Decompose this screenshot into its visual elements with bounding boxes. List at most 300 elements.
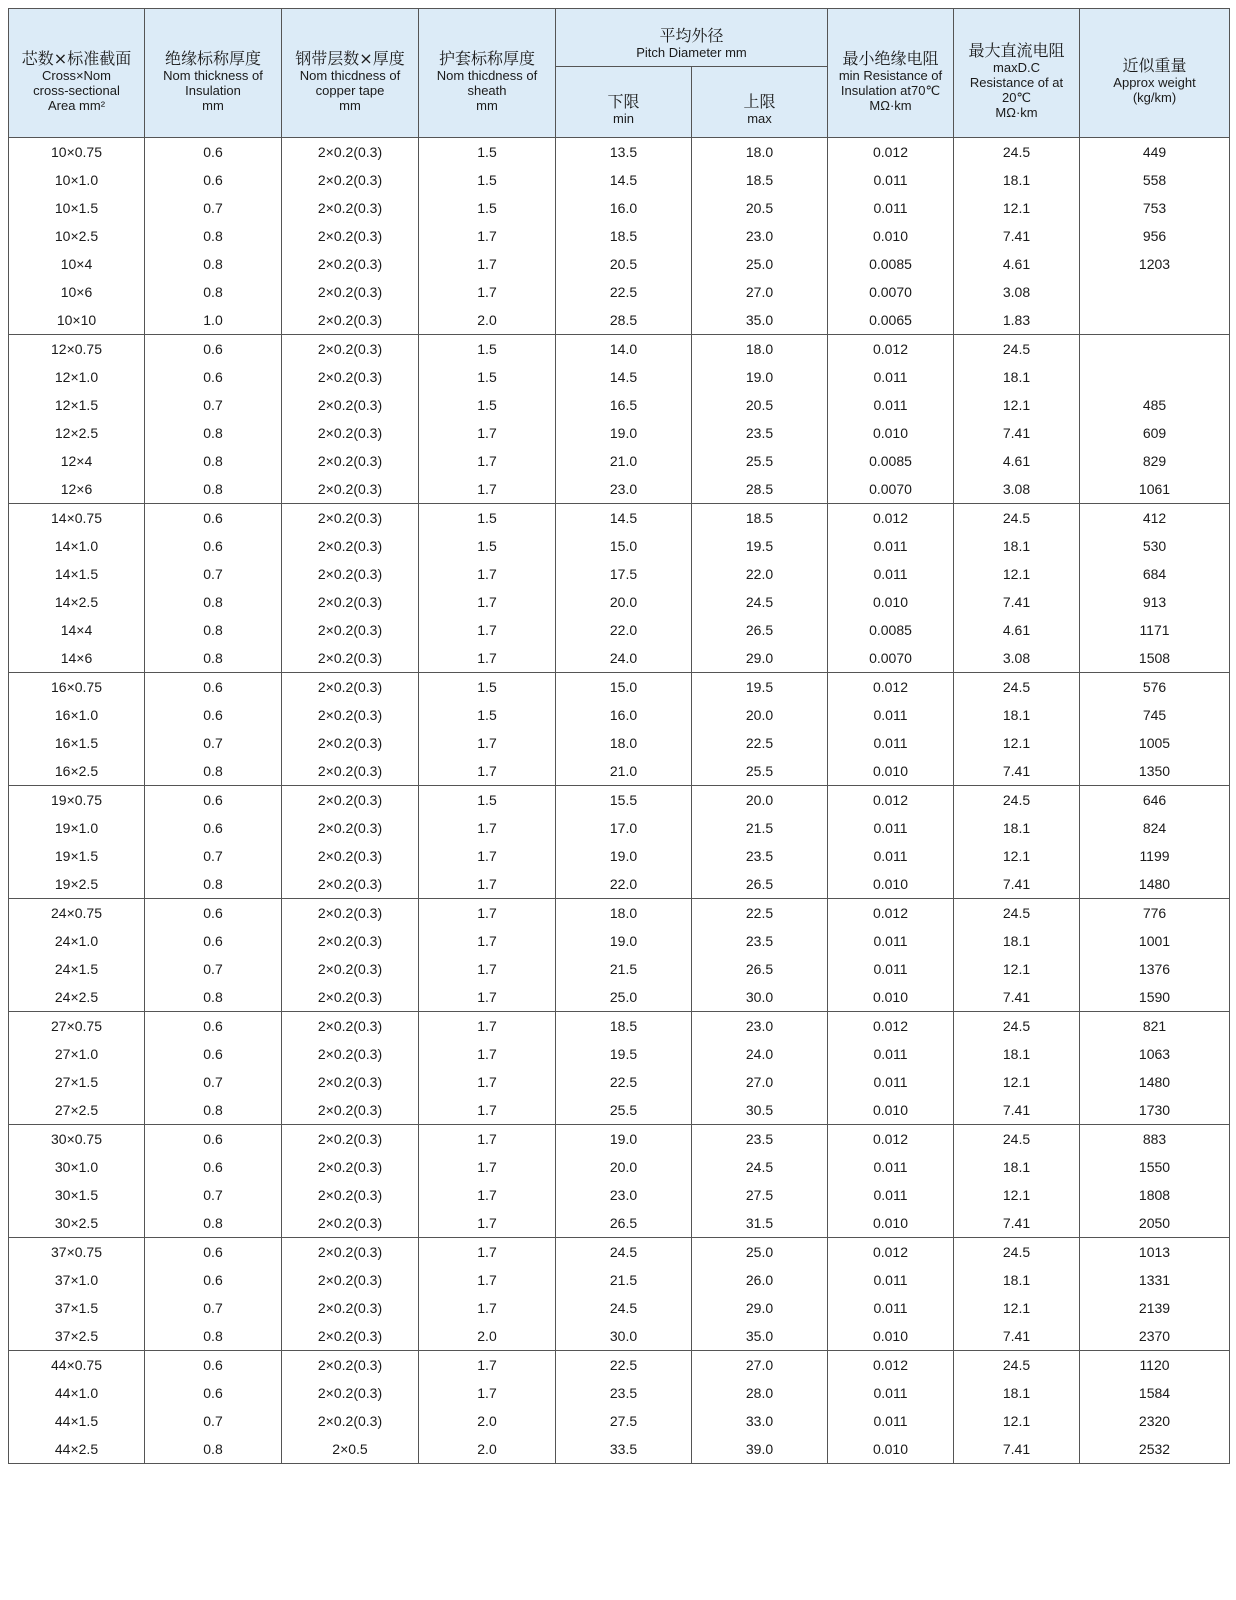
cell-insulation: 0.8 xyxy=(145,419,282,447)
cell-insulation-resistance: 0.011 xyxy=(828,1068,954,1096)
cell-tape: 2×0.2(0.3) xyxy=(282,1351,419,1380)
cell-sheath: 1.5 xyxy=(419,673,556,702)
cell-sheath: 1.7 xyxy=(419,927,556,955)
cell-cores-area: 14×1.0 xyxy=(9,532,145,560)
cell-weight: 684 xyxy=(1080,560,1230,588)
cell-insulation: 0.6 xyxy=(145,504,282,533)
cell-insulation: 0.6 xyxy=(145,701,282,729)
cell-insulation: 0.6 xyxy=(145,814,282,842)
table-row xyxy=(9,447,1230,475)
cell-dc-resistance: 12.1 xyxy=(954,955,1080,983)
cell-weight xyxy=(1080,306,1230,335)
cell-dc-resistance: 24.5 xyxy=(954,899,1080,928)
header-diameter-max: 上限 max xyxy=(692,67,828,138)
cell-insulation: 0.6 xyxy=(145,532,282,560)
cell-sheath: 1.7 xyxy=(419,1238,556,1267)
cell-diameter-min: 20.0 xyxy=(556,588,692,616)
cell-insulation: 0.8 xyxy=(145,475,282,504)
cell-cores-area: 16×1.5 xyxy=(9,729,145,757)
cell-insulation-resistance: 0.010 xyxy=(828,588,954,616)
table-row xyxy=(9,1435,1230,1464)
cell-weight: 646 xyxy=(1080,786,1230,815)
cell-cores-area: 30×1.0 xyxy=(9,1153,145,1181)
cell-tape: 2×0.2(0.3) xyxy=(282,588,419,616)
cell-tape: 2×0.2(0.3) xyxy=(282,194,419,222)
cell-cores-area: 37×1.5 xyxy=(9,1294,145,1322)
cell-diameter-max: 26.0 xyxy=(692,1266,828,1294)
cell-cores-area: 10×1.0 xyxy=(9,166,145,194)
table-row xyxy=(9,701,1230,729)
table-row xyxy=(9,757,1230,786)
cell-diameter-min: 16.0 xyxy=(556,701,692,729)
cell-insulation: 0.6 xyxy=(145,1351,282,1380)
cell-dc-resistance: 24.5 xyxy=(954,1238,1080,1267)
cell-cores-area: 14×1.5 xyxy=(9,560,145,588)
cell-tape: 2×0.2(0.3) xyxy=(282,870,419,899)
cell-dc-resistance: 4.61 xyxy=(954,250,1080,278)
cell-insulation-resistance: 0.012 xyxy=(828,899,954,928)
cell-diameter-min: 21.0 xyxy=(556,447,692,475)
cell-insulation: 0.7 xyxy=(145,1068,282,1096)
cell-weight: 745 xyxy=(1080,701,1230,729)
cell-insulation: 0.6 xyxy=(145,927,282,955)
cell-insulation-resistance: 0.012 xyxy=(828,1351,954,1380)
cell-insulation-resistance: 0.011 xyxy=(828,1407,954,1435)
cell-dc-resistance: 24.5 xyxy=(954,1125,1080,1154)
cell-diameter-max: 27.5 xyxy=(692,1181,828,1209)
cell-cores-area: 12×1.5 xyxy=(9,391,145,419)
cell-dc-resistance: 12.1 xyxy=(954,1181,1080,1209)
cell-insulation: 0.8 xyxy=(145,983,282,1012)
cell-cores-area: 44×1.0 xyxy=(9,1379,145,1407)
cell-weight: 1584 xyxy=(1080,1379,1230,1407)
cell-diameter-max: 24.0 xyxy=(692,1040,828,1068)
cell-insulation-resistance: 0.011 xyxy=(828,842,954,870)
cell-diameter-min: 25.5 xyxy=(556,1096,692,1125)
cell-sheath: 1.7 xyxy=(419,814,556,842)
cell-insulation: 0.7 xyxy=(145,1407,282,1435)
cell-sheath: 1.7 xyxy=(419,729,556,757)
cell-weight: 1730 xyxy=(1080,1096,1230,1125)
cell-tape: 2×0.2(0.3) xyxy=(282,757,419,786)
table-row xyxy=(9,955,1230,983)
cell-weight: 1376 xyxy=(1080,955,1230,983)
cell-diameter-max: 20.0 xyxy=(692,786,828,815)
cell-diameter-max: 29.0 xyxy=(692,644,828,673)
cell-cores-area: 27×0.75 xyxy=(9,1012,145,1041)
cell-weight: 449 xyxy=(1080,138,1230,167)
cell-sheath: 1.7 xyxy=(419,1153,556,1181)
cell-dc-resistance: 24.5 xyxy=(954,138,1080,167)
cell-insulation-resistance: 0.0085 xyxy=(828,447,954,475)
cell-insulation: 0.7 xyxy=(145,842,282,870)
cell-cores-area: 16×1.0 xyxy=(9,701,145,729)
cell-diameter-max: 22.5 xyxy=(692,729,828,757)
cell-cores-area: 12×0.75 xyxy=(9,335,145,364)
cell-dc-resistance: 18.1 xyxy=(954,1153,1080,1181)
cell-diameter-min: 15.5 xyxy=(556,786,692,815)
cell-weight: 1199 xyxy=(1080,842,1230,870)
cell-tape: 2×0.2(0.3) xyxy=(282,1012,419,1041)
cell-cores-area: 10×2.5 xyxy=(9,222,145,250)
cell-diameter-min: 19.0 xyxy=(556,1125,692,1154)
table-row xyxy=(9,306,1230,335)
cell-insulation-resistance: 0.010 xyxy=(828,1322,954,1351)
cell-diameter-min: 20.0 xyxy=(556,1153,692,1181)
cell-diameter-min: 30.0 xyxy=(556,1322,692,1351)
cell-insulation: 0.6 xyxy=(145,673,282,702)
cell-diameter-max: 22.5 xyxy=(692,899,828,928)
cell-insulation: 1.0 xyxy=(145,306,282,335)
cell-insulation-resistance: 0.0070 xyxy=(828,475,954,504)
cell-sheath: 1.7 xyxy=(419,1096,556,1125)
cell-weight: 1171 xyxy=(1080,616,1230,644)
cell-tape: 2×0.2(0.3) xyxy=(282,335,419,364)
cell-diameter-max: 20.5 xyxy=(692,391,828,419)
cell-sheath: 1.5 xyxy=(419,335,556,364)
cell-weight: 956 xyxy=(1080,222,1230,250)
cell-tape: 2×0.2(0.3) xyxy=(282,616,419,644)
table-row xyxy=(9,1407,1230,1435)
cell-tape: 2×0.5 xyxy=(282,1435,419,1464)
cell-insulation-resistance: 0.010 xyxy=(828,222,954,250)
cell-dc-resistance: 24.5 xyxy=(954,786,1080,815)
cell-sheath: 1.7 xyxy=(419,842,556,870)
cell-dc-resistance: 4.61 xyxy=(954,616,1080,644)
cell-insulation: 0.8 xyxy=(145,222,282,250)
cell-sheath: 2.0 xyxy=(419,1435,556,1464)
table-row xyxy=(9,1322,1230,1351)
cell-insulation: 0.6 xyxy=(145,363,282,391)
cell-diameter-max: 30.0 xyxy=(692,983,828,1012)
cell-cores-area: 37×1.0 xyxy=(9,1266,145,1294)
cell-tape: 2×0.2(0.3) xyxy=(282,729,419,757)
table-row xyxy=(9,363,1230,391)
cell-tape: 2×0.2(0.3) xyxy=(282,1322,419,1351)
cell-tape: 2×0.2(0.3) xyxy=(282,1181,419,1209)
header-insulation-thickness: 绝缘标称厚度 Nom thickness of Insulation mm xyxy=(145,9,282,138)
cell-diameter-min: 19.0 xyxy=(556,842,692,870)
cell-sheath: 1.7 xyxy=(419,616,556,644)
cell-dc-resistance: 12.1 xyxy=(954,194,1080,222)
cell-diameter-max: 20.5 xyxy=(692,194,828,222)
cell-cores-area: 30×0.75 xyxy=(9,1125,145,1154)
cell-weight: 2370 xyxy=(1080,1322,1230,1351)
cell-insulation-resistance: 0.011 xyxy=(828,927,954,955)
cell-insulation-resistance: 0.012 xyxy=(828,138,954,167)
cell-dc-resistance: 24.5 xyxy=(954,335,1080,364)
cell-dc-resistance: 7.41 xyxy=(954,222,1080,250)
cell-tape: 2×0.2(0.3) xyxy=(282,1040,419,1068)
cell-insulation-resistance: 0.010 xyxy=(828,870,954,899)
table-row xyxy=(9,1379,1230,1407)
cell-tape: 2×0.2(0.3) xyxy=(282,222,419,250)
cell-sheath: 1.7 xyxy=(419,899,556,928)
cell-weight xyxy=(1080,278,1230,306)
cell-cores-area: 12×2.5 xyxy=(9,419,145,447)
cell-tape: 2×0.2(0.3) xyxy=(282,644,419,673)
cell-cores-area: 27×2.5 xyxy=(9,1096,145,1125)
header-tape-layers: 钢带层数×厚度 Nom thicdness of copper tape mm xyxy=(282,9,419,138)
cell-insulation: 0.6 xyxy=(145,166,282,194)
cell-diameter-min: 20.5 xyxy=(556,250,692,278)
cell-weight: 1331 xyxy=(1080,1266,1230,1294)
cell-sheath: 1.7 xyxy=(419,644,556,673)
cell-tape: 2×0.2(0.3) xyxy=(282,278,419,306)
table-row xyxy=(9,1181,1230,1209)
cell-insulation: 0.7 xyxy=(145,1181,282,1209)
cell-insulation: 0.8 xyxy=(145,1322,282,1351)
cell-insulation: 0.8 xyxy=(145,588,282,616)
cell-weight xyxy=(1080,363,1230,391)
cell-diameter-max: 23.5 xyxy=(692,1125,828,1154)
cell-weight: 576 xyxy=(1080,673,1230,702)
cell-insulation-resistance: 0.012 xyxy=(828,335,954,364)
cell-insulation-resistance: 0.011 xyxy=(828,1181,954,1209)
cell-dc-resistance: 18.1 xyxy=(954,1266,1080,1294)
cell-cores-area: 16×2.5 xyxy=(9,757,145,786)
cell-diameter-max: 26.5 xyxy=(692,955,828,983)
cell-sheath: 1.5 xyxy=(419,504,556,533)
cell-insulation-resistance: 0.010 xyxy=(828,757,954,786)
cell-tape: 2×0.2(0.3) xyxy=(282,1153,419,1181)
cell-sheath: 1.5 xyxy=(419,363,556,391)
cell-tape: 2×0.2(0.3) xyxy=(282,1379,419,1407)
cell-insulation: 0.6 xyxy=(145,1040,282,1068)
cell-weight: 2139 xyxy=(1080,1294,1230,1322)
cell-sheath: 1.7 xyxy=(419,1012,556,1041)
cell-insulation: 0.8 xyxy=(145,1209,282,1238)
cell-insulation-resistance: 0.0085 xyxy=(828,250,954,278)
cell-insulation: 0.8 xyxy=(145,278,282,306)
cell-cores-area: 44×0.75 xyxy=(9,1351,145,1380)
cell-cores-area: 12×6 xyxy=(9,475,145,504)
cell-sheath: 1.7 xyxy=(419,475,556,504)
cell-diameter-max: 23.5 xyxy=(692,927,828,955)
cell-diameter-min: 24.5 xyxy=(556,1238,692,1267)
table-row xyxy=(9,1012,1230,1041)
cell-dc-resistance: 24.5 xyxy=(954,1351,1080,1380)
cell-diameter-max: 27.0 xyxy=(692,1351,828,1380)
cell-diameter-max: 27.0 xyxy=(692,278,828,306)
cell-tape: 2×0.2(0.3) xyxy=(282,419,419,447)
cell-insulation: 0.7 xyxy=(145,955,282,983)
table-row xyxy=(9,278,1230,306)
cell-cores-area: 37×2.5 xyxy=(9,1322,145,1351)
cell-weight: 1480 xyxy=(1080,1068,1230,1096)
cell-diameter-max: 27.0 xyxy=(692,1068,828,1096)
cell-cores-area: 19×1.0 xyxy=(9,814,145,842)
cell-weight: 776 xyxy=(1080,899,1230,928)
header-diameter-min: 下限 min xyxy=(556,67,692,138)
cell-sheath: 1.7 xyxy=(419,955,556,983)
cell-diameter-max: 18.5 xyxy=(692,166,828,194)
cell-sheath: 1.7 xyxy=(419,1040,556,1068)
cell-dc-resistance: 12.1 xyxy=(954,1294,1080,1322)
cell-insulation-resistance: 0.011 xyxy=(828,166,954,194)
cell-dc-resistance: 12.1 xyxy=(954,1407,1080,1435)
cell-tape: 2×0.2(0.3) xyxy=(282,250,419,278)
cell-dc-resistance: 7.41 xyxy=(954,870,1080,899)
cell-diameter-max: 23.5 xyxy=(692,842,828,870)
cell-insulation: 0.7 xyxy=(145,391,282,419)
cell-dc-resistance: 12.1 xyxy=(954,729,1080,757)
cell-diameter-min: 13.5 xyxy=(556,138,692,167)
table-row xyxy=(9,335,1230,364)
cell-tape: 2×0.2(0.3) xyxy=(282,475,419,504)
cell-diameter-max: 21.5 xyxy=(692,814,828,842)
cell-dc-resistance: 18.1 xyxy=(954,532,1080,560)
cell-weight: 1550 xyxy=(1080,1153,1230,1181)
cell-cores-area: 10×1.5 xyxy=(9,194,145,222)
table-body xyxy=(9,138,1230,1464)
cell-insulation: 0.8 xyxy=(145,447,282,475)
table-row xyxy=(9,588,1230,616)
cell-sheath: 1.7 xyxy=(419,1266,556,1294)
cell-sheath: 1.7 xyxy=(419,419,556,447)
cell-diameter-min: 19.0 xyxy=(556,419,692,447)
cell-diameter-max: 24.5 xyxy=(692,588,828,616)
cell-weight: 1005 xyxy=(1080,729,1230,757)
cell-diameter-min: 19.5 xyxy=(556,1040,692,1068)
cell-diameter-max: 18.0 xyxy=(692,335,828,364)
cell-cores-area: 14×2.5 xyxy=(9,588,145,616)
cell-weight: 1350 xyxy=(1080,757,1230,786)
cell-dc-resistance: 4.61 xyxy=(954,447,1080,475)
cell-insulation: 0.8 xyxy=(145,250,282,278)
cell-cores-area: 10×10 xyxy=(9,306,145,335)
cell-insulation-resistance: 0.011 xyxy=(828,1040,954,1068)
cell-diameter-max: 26.5 xyxy=(692,616,828,644)
cell-tape: 2×0.2(0.3) xyxy=(282,899,419,928)
cell-sheath: 1.7 xyxy=(419,1351,556,1380)
cell-insulation-resistance: 0.011 xyxy=(828,363,954,391)
cell-diameter-max: 23.0 xyxy=(692,222,828,250)
table-row xyxy=(9,560,1230,588)
table-row xyxy=(9,616,1230,644)
cell-tape: 2×0.2(0.3) xyxy=(282,673,419,702)
cell-cores-area: 24×0.75 xyxy=(9,899,145,928)
cell-diameter-min: 17.5 xyxy=(556,560,692,588)
cell-tape: 2×0.2(0.3) xyxy=(282,927,419,955)
cell-weight xyxy=(1080,335,1230,364)
cell-diameter-max: 25.5 xyxy=(692,447,828,475)
cell-cores-area: 30×2.5 xyxy=(9,1209,145,1238)
cell-cores-area: 30×1.5 xyxy=(9,1181,145,1209)
table-row xyxy=(9,391,1230,419)
cell-dc-resistance: 24.5 xyxy=(954,1012,1080,1041)
cell-sheath: 2.0 xyxy=(419,306,556,335)
cell-diameter-min: 24.5 xyxy=(556,1294,692,1322)
cell-weight: 2050 xyxy=(1080,1209,1230,1238)
cell-weight: 1203 xyxy=(1080,250,1230,278)
cell-insulation-resistance: 0.011 xyxy=(828,1153,954,1181)
table-row xyxy=(9,644,1230,673)
cell-weight: 1063 xyxy=(1080,1040,1230,1068)
cell-cores-area: 27×1.0 xyxy=(9,1040,145,1068)
cell-diameter-min: 17.0 xyxy=(556,814,692,842)
cell-weight: 824 xyxy=(1080,814,1230,842)
cell-insulation: 0.6 xyxy=(145,899,282,928)
cell-tape: 2×0.2(0.3) xyxy=(282,1209,419,1238)
cell-insulation: 0.6 xyxy=(145,786,282,815)
cell-cores-area: 12×4 xyxy=(9,447,145,475)
cell-diameter-min: 23.5 xyxy=(556,1379,692,1407)
cell-insulation-resistance: 0.011 xyxy=(828,194,954,222)
cell-insulation-resistance: 0.010 xyxy=(828,983,954,1012)
cell-cores-area: 24×1.5 xyxy=(9,955,145,983)
table-row xyxy=(9,842,1230,870)
cell-dc-resistance: 3.08 xyxy=(954,475,1080,504)
cell-sheath: 1.7 xyxy=(419,250,556,278)
cell-dc-resistance: 3.08 xyxy=(954,644,1080,673)
cell-sheath: 1.7 xyxy=(419,1209,556,1238)
cell-sheath: 1.5 xyxy=(419,786,556,815)
cell-diameter-min: 15.0 xyxy=(556,532,692,560)
cell-dc-resistance: 7.41 xyxy=(954,419,1080,447)
table-row xyxy=(9,1040,1230,1068)
cell-cores-area: 24×1.0 xyxy=(9,927,145,955)
cell-sheath: 1.7 xyxy=(419,757,556,786)
cell-insulation: 0.6 xyxy=(145,1379,282,1407)
cell-diameter-max: 23.0 xyxy=(692,1012,828,1041)
cell-diameter-min: 23.0 xyxy=(556,1181,692,1209)
cell-insulation: 0.6 xyxy=(145,1125,282,1154)
cell-tape: 2×0.2(0.3) xyxy=(282,786,419,815)
cell-insulation-resistance: 0.0085 xyxy=(828,616,954,644)
table-row xyxy=(9,475,1230,504)
cell-cores-area: 44×1.5 xyxy=(9,1407,145,1435)
cell-diameter-min: 18.0 xyxy=(556,899,692,928)
cell-tape: 2×0.2(0.3) xyxy=(282,532,419,560)
cell-sheath: 1.7 xyxy=(419,447,556,475)
cell-diameter-min: 15.0 xyxy=(556,673,692,702)
cell-dc-resistance: 1.83 xyxy=(954,306,1080,335)
cell-insulation-resistance: 0.010 xyxy=(828,1096,954,1125)
cell-insulation: 0.7 xyxy=(145,560,282,588)
cell-diameter-max: 39.0 xyxy=(692,1435,828,1464)
cell-sheath: 1.7 xyxy=(419,278,556,306)
cell-weight: 1001 xyxy=(1080,927,1230,955)
table-row xyxy=(9,983,1230,1012)
cell-insulation-resistance: 0.0065 xyxy=(828,306,954,335)
cell-tape: 2×0.2(0.3) xyxy=(282,701,419,729)
cell-dc-resistance: 12.1 xyxy=(954,1068,1080,1096)
cell-dc-resistance: 18.1 xyxy=(954,1379,1080,1407)
cell-tape: 2×0.2(0.3) xyxy=(282,138,419,167)
cell-sheath: 1.7 xyxy=(419,1294,556,1322)
cell-sheath: 1.5 xyxy=(419,194,556,222)
table-row xyxy=(9,673,1230,702)
cell-sheath: 1.5 xyxy=(419,391,556,419)
cell-diameter-max: 29.0 xyxy=(692,1294,828,1322)
table-row xyxy=(9,1351,1230,1380)
cell-cores-area: 14×4 xyxy=(9,616,145,644)
cell-diameter-max: 33.0 xyxy=(692,1407,828,1435)
cell-dc-resistance: 18.1 xyxy=(954,166,1080,194)
cell-weight: 913 xyxy=(1080,588,1230,616)
cell-diameter-max: 25.0 xyxy=(692,250,828,278)
cell-diameter-max: 28.5 xyxy=(692,475,828,504)
cell-diameter-min: 26.5 xyxy=(556,1209,692,1238)
cell-dc-resistance: 3.08 xyxy=(954,278,1080,306)
cell-cores-area: 10×0.75 xyxy=(9,138,145,167)
cell-weight: 1508 xyxy=(1080,644,1230,673)
cable-spec-table xyxy=(8,8,1230,1464)
cell-weight: 883 xyxy=(1080,1125,1230,1154)
cell-diameter-min: 28.5 xyxy=(556,306,692,335)
cell-tape: 2×0.2(0.3) xyxy=(282,1068,419,1096)
